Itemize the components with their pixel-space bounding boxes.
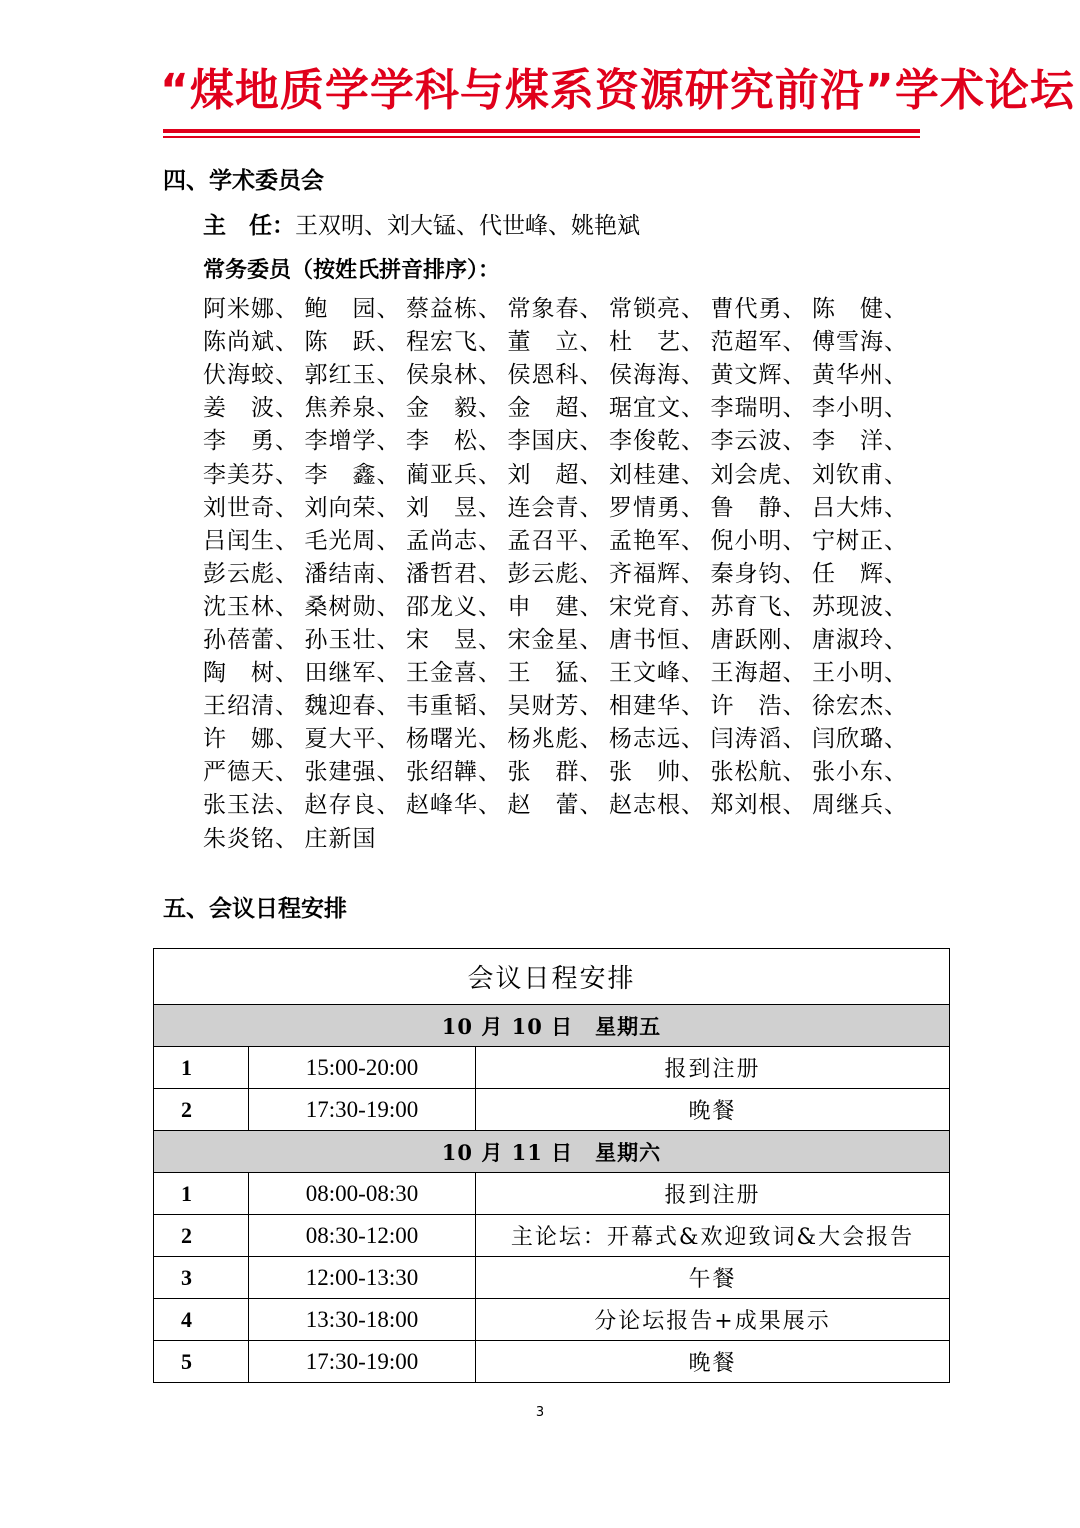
schedule-item-number: 2 [154, 1089, 249, 1131]
member-name: 任 辉、 [812, 560, 908, 587]
member-name: 罗情勇、 [609, 494, 705, 521]
member-name: 常锁亮、 [609, 296, 705, 323]
member-name: 张 群、 [507, 759, 604, 786]
schedule-item-time: 08:30-12:00 [249, 1215, 476, 1257]
schedule-item-time: 17:30-19:00 [249, 1089, 476, 1131]
member-name: 姜 波、 [203, 395, 299, 422]
member-name: 蔡益栋、 [406, 296, 502, 323]
member-name: 李 松、 [406, 428, 502, 455]
member-name: 唐跃刚、 [710, 626, 807, 653]
schedule-item-event: 主论坛：开幕式&欢迎致词&大会报告 [476, 1215, 950, 1257]
member-row [203, 422, 923, 455]
member-name: 苏现波、 [812, 593, 908, 620]
member-name: 金 毅、 [406, 395, 502, 422]
member-name: 连会青、 [507, 494, 604, 521]
schedule-item-event: 午餐 [476, 1257, 950, 1299]
member-name: 田继军、 [304, 660, 401, 687]
member-name: 李 勇、 [203, 428, 299, 455]
member-name: 傅雪海、 [812, 329, 908, 356]
schedule-item-event: 报到注册 [476, 1173, 950, 1215]
schedule-day-row [154, 1005, 950, 1047]
member-name: 金 超、 [507, 395, 604, 422]
member-name: 朱炎铭、 [203, 825, 299, 852]
member-name: 宋党育、 [609, 593, 705, 620]
member-name: 宁树正、 [812, 527, 908, 554]
member-name: 吴财芳、 [507, 693, 604, 720]
member-name: 徐宏杰、 [812, 693, 908, 720]
member-name: 潘哲君、 [406, 560, 502, 587]
member-name: 庄新国 [304, 825, 377, 852]
schedule-day-label: 10 月 10 日 星期五 [154, 1005, 950, 1047]
member-name: 张松航、 [710, 759, 807, 786]
member-name: 吕闰生、 [203, 527, 299, 554]
member-name: 申 建、 [507, 593, 604, 620]
schedule-item-row [154, 1299, 950, 1341]
schedule-item-time: 13:30-18:00 [249, 1299, 476, 1341]
member-name: 张绍韡、 [406, 759, 502, 786]
member-name: 李美芬、 [203, 461, 299, 488]
schedule-item-row [154, 1341, 950, 1383]
member-row [203, 290, 923, 323]
member-name: 刘 昱、 [406, 494, 502, 521]
member-name: 杨曙光、 [406, 726, 502, 753]
member-name: 董 立、 [507, 329, 604, 356]
schedule-item-event: 晚餐 [476, 1341, 950, 1383]
member-name: 刘世奇、 [203, 494, 299, 521]
schedule-item-event: 分论坛报告+成果展示 [476, 1299, 950, 1341]
member-name: 秦身钧、 [710, 560, 807, 587]
member-name: 王 猛、 [507, 660, 604, 687]
member-name: 伏海蛟、 [203, 362, 299, 389]
member-name: 韦重韬、 [406, 693, 502, 720]
member-name: 李瑞明、 [710, 395, 807, 422]
schedule-day-label: 10 月 11 日 星期六 [154, 1131, 950, 1173]
member-name: 潘结南、 [304, 560, 401, 587]
member-row [203, 356, 923, 389]
member-name: 郑刘根、 [710, 792, 807, 819]
member-name: 周继兵、 [812, 792, 908, 819]
member-name: 杨志远、 [609, 726, 705, 753]
schedule-item-event: 报到注册 [476, 1047, 950, 1089]
member-name: 闫欣璐、 [812, 726, 908, 753]
member-name: 李小明、 [812, 395, 908, 422]
schedule-item-row [154, 1215, 950, 1257]
member-name: 吕大炜、 [812, 494, 908, 521]
member-name: 刘钦甫、 [812, 461, 908, 488]
member-name: 张 帅、 [609, 759, 705, 786]
member-row [203, 820, 923, 853]
schedule-item-number: 3 [154, 1257, 249, 1299]
schedule-table [153, 948, 950, 1383]
member-name: 彭云彪、 [203, 560, 299, 587]
member-name: 张玉法、 [203, 792, 299, 819]
section-heading-schedule: 五、会议日程安排 [163, 896, 347, 922]
member-name: 王小明、 [812, 660, 908, 687]
member-name: 鲍 园、 [304, 296, 401, 323]
member-name: 宋金星、 [507, 626, 604, 653]
member-row [203, 455, 923, 488]
schedule-item-number: 2 [154, 1215, 249, 1257]
member-row [203, 687, 923, 720]
member-name: 桑树勋、 [304, 593, 401, 620]
member-name: 王海超、 [710, 660, 807, 687]
member-name: 刘向荣、 [304, 494, 401, 521]
member-name: 许 浩、 [710, 693, 807, 720]
member-name: 李 鑫、 [304, 461, 401, 488]
director-line [203, 207, 640, 240]
member-name: 陈 健、 [812, 296, 908, 323]
member-name: 倪小明、 [710, 527, 807, 554]
schedule-item-row [154, 1173, 950, 1215]
member-row [203, 753, 923, 786]
member-name: 相建华、 [609, 693, 705, 720]
member-name: 刘会虎、 [710, 461, 807, 488]
schedule-item-row [154, 1257, 950, 1299]
member-name: 范超军、 [710, 329, 807, 356]
schedule-item-number: 1 [154, 1173, 249, 1215]
director-names: 王双明、刘大锰、代世峰、姚艳斌 [295, 213, 640, 239]
member-name: 郭红玉、 [304, 362, 401, 389]
member-row [203, 621, 923, 654]
member-name: 苏育飞、 [710, 593, 807, 620]
member-row [203, 522, 923, 555]
member-row [203, 786, 923, 819]
member-name: 张建强、 [304, 759, 401, 786]
member-name: 孙玉壮、 [304, 626, 401, 653]
member-name: 蔺亚兵、 [406, 461, 502, 488]
member-row [203, 720, 923, 753]
member-name: 黄华州、 [812, 362, 908, 389]
member-name: 毛光周、 [304, 527, 401, 554]
member-name: 侯海海、 [609, 362, 705, 389]
schedule-item-row [154, 1047, 950, 1089]
schedule-item-row [154, 1089, 950, 1131]
member-name: 赵存良、 [304, 792, 401, 819]
members-list [203, 290, 923, 853]
member-name: 宋 昱、 [406, 626, 502, 653]
forum-title: “煤地质学学科与煤系资源研究前沿”学术论坛 [160, 65, 1075, 116]
member-name: 李 洋、 [812, 428, 908, 455]
member-name: 琚宜文、 [609, 395, 705, 422]
member-name: 陶 树、 [203, 660, 299, 687]
member-name: 唐淑玲、 [812, 626, 908, 653]
schedule-item-time: 17:30-19:00 [249, 1341, 476, 1383]
member-name: 张小东、 [812, 759, 908, 786]
member-name: 魏迎春、 [304, 693, 401, 720]
member-name: 陈尚斌、 [203, 329, 299, 356]
header-rule-thick [163, 129, 920, 133]
schedule-item-event: 晚餐 [476, 1089, 950, 1131]
header-rule-thin [163, 136, 920, 138]
member-name: 唐书恒、 [609, 626, 705, 653]
member-name: 阿米娜、 [203, 296, 299, 323]
member-name: 彭云彪、 [507, 560, 604, 587]
member-row [203, 555, 923, 588]
member-name: 赵 蕾、 [507, 792, 604, 819]
member-name: 黄文辉、 [710, 362, 807, 389]
schedule-item-time: 15:00-20:00 [249, 1047, 476, 1089]
member-name: 侯恩科、 [507, 362, 604, 389]
member-name: 夏大平、 [304, 726, 401, 753]
member-name: 侯泉林、 [406, 362, 502, 389]
member-name: 闫涛滔、 [710, 726, 807, 753]
member-name: 齐福辉、 [609, 560, 705, 587]
member-name: 杜 艺、 [609, 329, 705, 356]
member-name: 杨兆彪、 [507, 726, 604, 753]
member-name: 陈 跃、 [304, 329, 401, 356]
schedule-day-row [154, 1131, 950, 1173]
schedule-item-time: 12:00-13:30 [249, 1257, 476, 1299]
member-name: 曹代勇、 [710, 296, 807, 323]
member-row [203, 323, 923, 356]
schedule-item-number: 5 [154, 1341, 249, 1383]
section-heading-committee: 四、学术委员会 [163, 168, 324, 194]
schedule-title-row [154, 949, 950, 1005]
member-name: 常象春、 [507, 296, 604, 323]
page-number: 3 [535, 1405, 545, 1420]
member-row [203, 389, 923, 422]
director-label: 主 任： [203, 213, 295, 239]
member-name: 李云波、 [710, 428, 807, 455]
member-name: 李国庆、 [507, 428, 604, 455]
member-name: 刘桂建、 [609, 461, 705, 488]
schedule-title: 会议日程安排 [154, 949, 950, 1005]
schedule-item-number: 1 [154, 1047, 249, 1089]
member-row [203, 654, 923, 687]
member-name: 李增学、 [304, 428, 401, 455]
member-name: 赵峰华、 [406, 792, 502, 819]
member-name: 李俊乾、 [609, 428, 705, 455]
member-row [203, 489, 923, 522]
member-name: 王金喜、 [406, 660, 502, 687]
member-name: 王文峰、 [609, 660, 705, 687]
member-name: 赵志根、 [609, 792, 705, 819]
member-name: 孟艳军、 [609, 527, 705, 554]
schedule-item-number: 4 [154, 1299, 249, 1341]
member-name: 孟召平、 [507, 527, 604, 554]
member-name: 沈玉林、 [203, 593, 299, 620]
member-name: 许 娜、 [203, 726, 299, 753]
schedule-item-time: 08:00-08:30 [249, 1173, 476, 1215]
member-name: 邵龙义、 [406, 593, 502, 620]
member-name: 焦养泉、 [304, 395, 401, 422]
member-name: 鲁 静、 [710, 494, 807, 521]
member-name: 王绍清、 [203, 693, 299, 720]
member-name: 程宏飞、 [406, 329, 502, 356]
member-row [203, 588, 923, 621]
member-name: 孙蓓蕾、 [203, 626, 299, 653]
member-name: 刘 超、 [507, 461, 604, 488]
members-label: 常务委员（按姓氏拼音排序）： [203, 258, 501, 283]
member-name: 孟尚志、 [406, 527, 502, 554]
member-name: 严德天、 [203, 759, 299, 786]
